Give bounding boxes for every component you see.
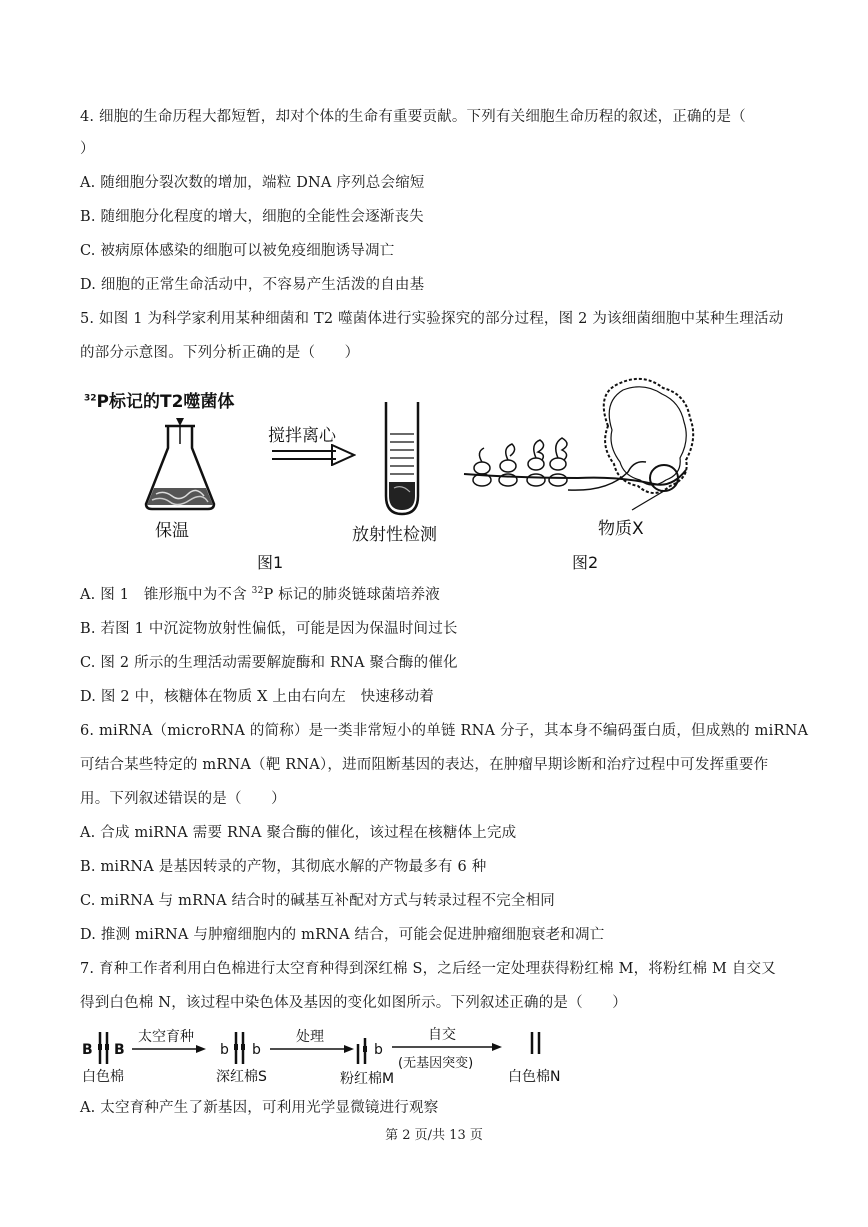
- plant-deep-red-cotton: 深红棉S: [216, 1069, 267, 1085]
- q5-stem-line2: 的部分示意图。下列分析正确的是（ ）: [80, 345, 360, 361]
- q6-option-c: C. miRNA 与 mRNA 结合时的碱基互补配对方式与转录过程不完全相同: [80, 893, 556, 909]
- figure2-caption: 图2: [572, 553, 599, 572]
- translation-diagram-icon: [458, 374, 708, 514]
- arrow3-label-top: 自交: [428, 1027, 456, 1043]
- q5-option-b: B. 若图 1 中沉淀物放射性偏低，可能是因为保温时间过长: [80, 621, 458, 637]
- arrow1-icon: [132, 1044, 208, 1054]
- allele-B-left: B: [82, 1042, 93, 1058]
- test-tube-icon: [380, 400, 424, 518]
- chromosome-pair-3-icon: [354, 1036, 370, 1066]
- page-footer: 第 2 页/共 13 页: [385, 1128, 483, 1143]
- q6-stem-line3: 用。下列叙述错误的是（ ）: [80, 791, 286, 807]
- q6-option-a: A. 合成 miRNA 需要 RNA 聚合酶的催化，该过程在核糖体上完成: [80, 825, 517, 841]
- q7-stem-line1: 7. 育种工作者利用白色棉进行太空育种得到深红棉 S，之后经一定处理获得粉红棉 M，将粉红棉 M 自交又: [80, 961, 776, 977]
- chromosome-pair-1-icon: [96, 1030, 112, 1066]
- q5-option-a: A. 图 1 锥形瓶中为不含 $^{32}$P 标记的肺炎链球菌培养液: [80, 586, 440, 603]
- chromosome-pair-2-icon: [232, 1030, 248, 1066]
- arrow2-icon: [270, 1044, 356, 1054]
- arrow2-label: 处理: [296, 1029, 324, 1045]
- allele-b-m: b: [374, 1042, 383, 1058]
- q5-option-d: D. 图 2 中，核糖体在物质 X 上由右向左 快速移动着: [80, 689, 435, 705]
- q6-stem-line1: 6. miRNA（microRNA 的简称）是一类非常短小的单链 RNA 分子，其本身不编码蛋白质，但成熟的 miRNA: [80, 723, 809, 739]
- plant-white-cotton-n: 白色棉N: [508, 1069, 561, 1085]
- q6-stem-line2: 可结合某些特定的 mRNA（靶 RNA），进而阻断基因的表达，在肿瘤早期诊断和治疗过程中可发挥重要作: [80, 757, 769, 773]
- q4-option-b: B. 随细胞分化程度的增大，细胞的全能性会逐渐丧失: [80, 209, 424, 225]
- substance-x-label: 物质X: [598, 519, 644, 539]
- right-arrow-icon: [270, 444, 356, 466]
- q5-stem-line1: 5. 如图 1 为科学家利用某种细菌和 T2 噬菌体进行实验探究的部分过程，图 2 为该细菌细胞中某种生理活动: [80, 311, 784, 327]
- figure1-title: [84, 387, 234, 412]
- allele-b-left: b: [220, 1042, 229, 1058]
- flask-label: 保温: [155, 521, 189, 541]
- q6-option-b: B. miRNA 是基因转录的产物，其彻底水解的产物最多有 6 种: [80, 859, 487, 875]
- q4-stem-line2: ）: [80, 141, 95, 157]
- conical-flask-icon: [140, 412, 220, 512]
- q6-option-d: D. 推测 miRNA 与肿瘤细胞内的 mRNA 结合，可能会促进肿瘤细胞衰老和凋亡: [80, 927, 605, 943]
- q4-option-d: D. 细胞的正常生命活动中，不容易产生活泼的自由基: [80, 277, 425, 293]
- tube-label: 放射性检测: [352, 525, 437, 545]
- figure1-title-sup: 32: [84, 393, 97, 404]
- allele-b-right: b: [252, 1042, 261, 1058]
- figure1-title-text: P标记的T2噬菌体: [96, 392, 235, 412]
- figure1-caption: 图1: [257, 553, 284, 572]
- q5-option-c: C. 图 2 所示的生理活动需要解旋酶和 RNA 聚合酶的催化: [80, 655, 458, 671]
- arrow3-label-bottom: (无基因突变): [398, 1056, 474, 1071]
- allele-B-right: B: [114, 1042, 125, 1058]
- arrow3-icon: [392, 1042, 506, 1052]
- chromosome-pair-4-icon: [528, 1030, 544, 1060]
- q4-stem-line1: 4. 细胞的生命历程大都短暂，却对个体的生命有重要贡献。下列有关细胞生命历程的叙述，正确的是（: [80, 109, 746, 125]
- q4-option-c: C. 被病原体感染的细胞可以被免疫细胞诱导凋亡: [80, 243, 395, 259]
- q7-stem-line2: 得到白色棉 N，该过程中染色体及基因的变化如图所示。下列叙述正确的是（ ）: [80, 995, 627, 1011]
- centrifuge-arrow-label: 搅拌离心: [268, 426, 336, 446]
- q7-option-a: A. 太空育种产生了新基因，可利用光学显微镜进行观察: [80, 1100, 439, 1116]
- plant-white-cotton: 白色棉: [82, 1069, 124, 1085]
- arrow1-label: 太空育种: [138, 1029, 194, 1045]
- q4-option-a: A. 随细胞分裂次数的增加，端粒 DNA 序列总会缩短: [80, 175, 425, 191]
- plant-pink-cotton: 粉红棉M: [340, 1071, 395, 1087]
